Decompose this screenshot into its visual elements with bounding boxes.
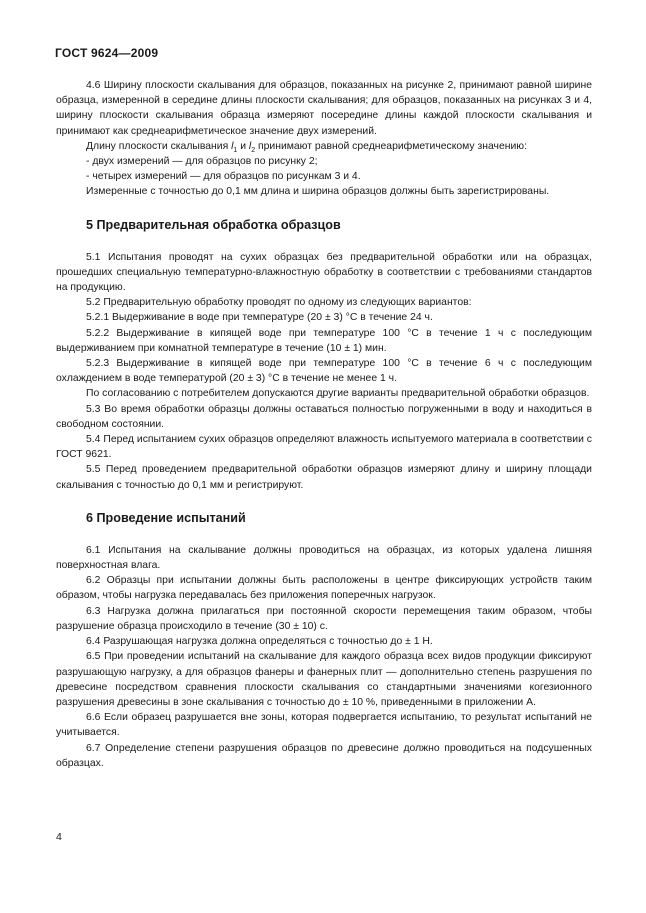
document-header: ГОСТ 9624—2009: [55, 46, 159, 60]
paragraph-6-5: 6.5 При проведении испытаний на скалывание для каждого образца всех видов продукции фиксируют разрушающую нагрузку, а для образцов фанеры и фанерных плит — дополнительно степень разрушения по древесине посредством сравнения плоскости скалывания со стандартными значениями когезионного разрушения древесины в зоне скалывания с точностью до ± 10 %, приведенными в приложении А.: [56, 651, 592, 708]
paragraph-5-2-1: 5.2.1 Выдерживание в воде при температуре (20 ± 3) °С в течение 24 ч.: [86, 312, 433, 324]
symbol-l2-subscript: 2: [251, 146, 256, 154]
paragraph-5-5: 5.5 Перед проведением предварительной обработки образцов измеряют длину и ширину площади скалывания с точностью до 0,1 мм и регистрируют.: [56, 464, 592, 491]
length-text-and: и: [237, 140, 249, 152]
paragraph-5-1: 5.1 Испытания проводят на сухих образцах без предварительной обработки или на образцах, прошедших специальную температурно-влажностную обработку в соответствии с требованиями стандартов на продукцию.: [56, 251, 592, 294]
paragraph-5-2: 5.2 Предварительную обработку проводят по одному из следующих вариантов:: [86, 297, 472, 309]
paragraph-6-2: 6.2 Образцы при испытании должны быть расположены в центре фиксирующих устройств таким образом, чтобы нагрузка передавалась без приложения поперечных нагрузок.: [56, 575, 592, 602]
paragraph-6-4: 6.4 Разрушающая нагрузка должна определяться с точностью до ± 1 Н.: [86, 636, 433, 648]
list-item-two-measurements: - двух измерений — для образцов по рисунку 2;: [86, 156, 318, 168]
section-heading-6: 6 Проведение испытаний: [86, 510, 246, 525]
paragraph-6-3: 6.3 Нагрузка должна прилагаться при постоянной скорости перемещения таким образом, чтобы разрушение образца происходило в течение (30 ± 10) с.: [56, 605, 592, 632]
length-text-pre: Длину плоскости скалывания: [86, 140, 232, 152]
document-body: [56, 78, 592, 771]
symbol-l1-subscript: 1: [233, 146, 238, 154]
paragraph-5-2-2: 5.2.2 Выдерживание в кипящей воде при температуре 100 °С в течение 1 ч с последующим выдерживанием при комнатной температуре в течение (10 ± 1) мин.: [56, 327, 592, 354]
paragraph-6-7: 6.7 Определение степени разрушения образцов по древесине должно проводиться на подсушенных образцах.: [56, 742, 592, 769]
list-item-four-measurements: - четырех измерений — для образцов по рисункам 3 и 4.: [86, 171, 361, 183]
paragraph-4-6: 4.6 Ширину плоскости скалывания для образцов, показанных на рисунке 2, принимают равной ширине образца, измеренной в середине длины плоскости скалывания; для образцов, показанных на рисунках 3 и 4, ширину плоскости скалывания образца измеряют посередине длины каждой плоскости скалывания и принимают как среднеарифметическое значение двух измерений.: [56, 80, 592, 137]
paragraph-6-1: 6.1 Испытания на скалывание должны проводиться на образцах, из которых удалена лишняя поверхностная влага.: [56, 544, 592, 572]
paragraph-measured: Измеренные с точностью до 0,1 мм длина и ширина образцов должны быть зарегистрированы.: [86, 186, 550, 198]
paragraph-length: [56, 139, 592, 154]
length-text-post: принимают равной среднеарифметическому значению:: [255, 140, 527, 152]
paragraph-6-6: 6.6 Если образец разрушается вне зоны, которая подвергается испытанию, то результат испытаний не учитывается.: [56, 712, 592, 739]
symbol-l1: l: [231, 140, 234, 152]
section-heading-5: 5 Предварительная обработка образцов: [86, 217, 341, 232]
page-number: 4: [56, 831, 62, 843]
paragraph-5-2-3: 5.2.3 Выдерживание в кипящей воде при температуре 100 °С в течение 6 ч с последующим охлаждением в воде температурой (20 ± 3) °С в течение не менее 1 ч.: [56, 358, 592, 385]
paragraph-agreement: По согласованию с потребителем допускаются другие варианты предварительной обработки образцов.: [86, 388, 590, 400]
paragraph-5-4: 5.4 Перед испытанием сухих образцов определяют влажность испытуемого материала в соответствии с ГОСТ 9621.: [56, 434, 592, 461]
symbol-l2: l: [248, 140, 252, 152]
paragraph-5-3: 5.3 Во время обработки образцы должны оставаться полностью погруженными в воду и находиться в свободном состоянии.: [56, 403, 592, 430]
